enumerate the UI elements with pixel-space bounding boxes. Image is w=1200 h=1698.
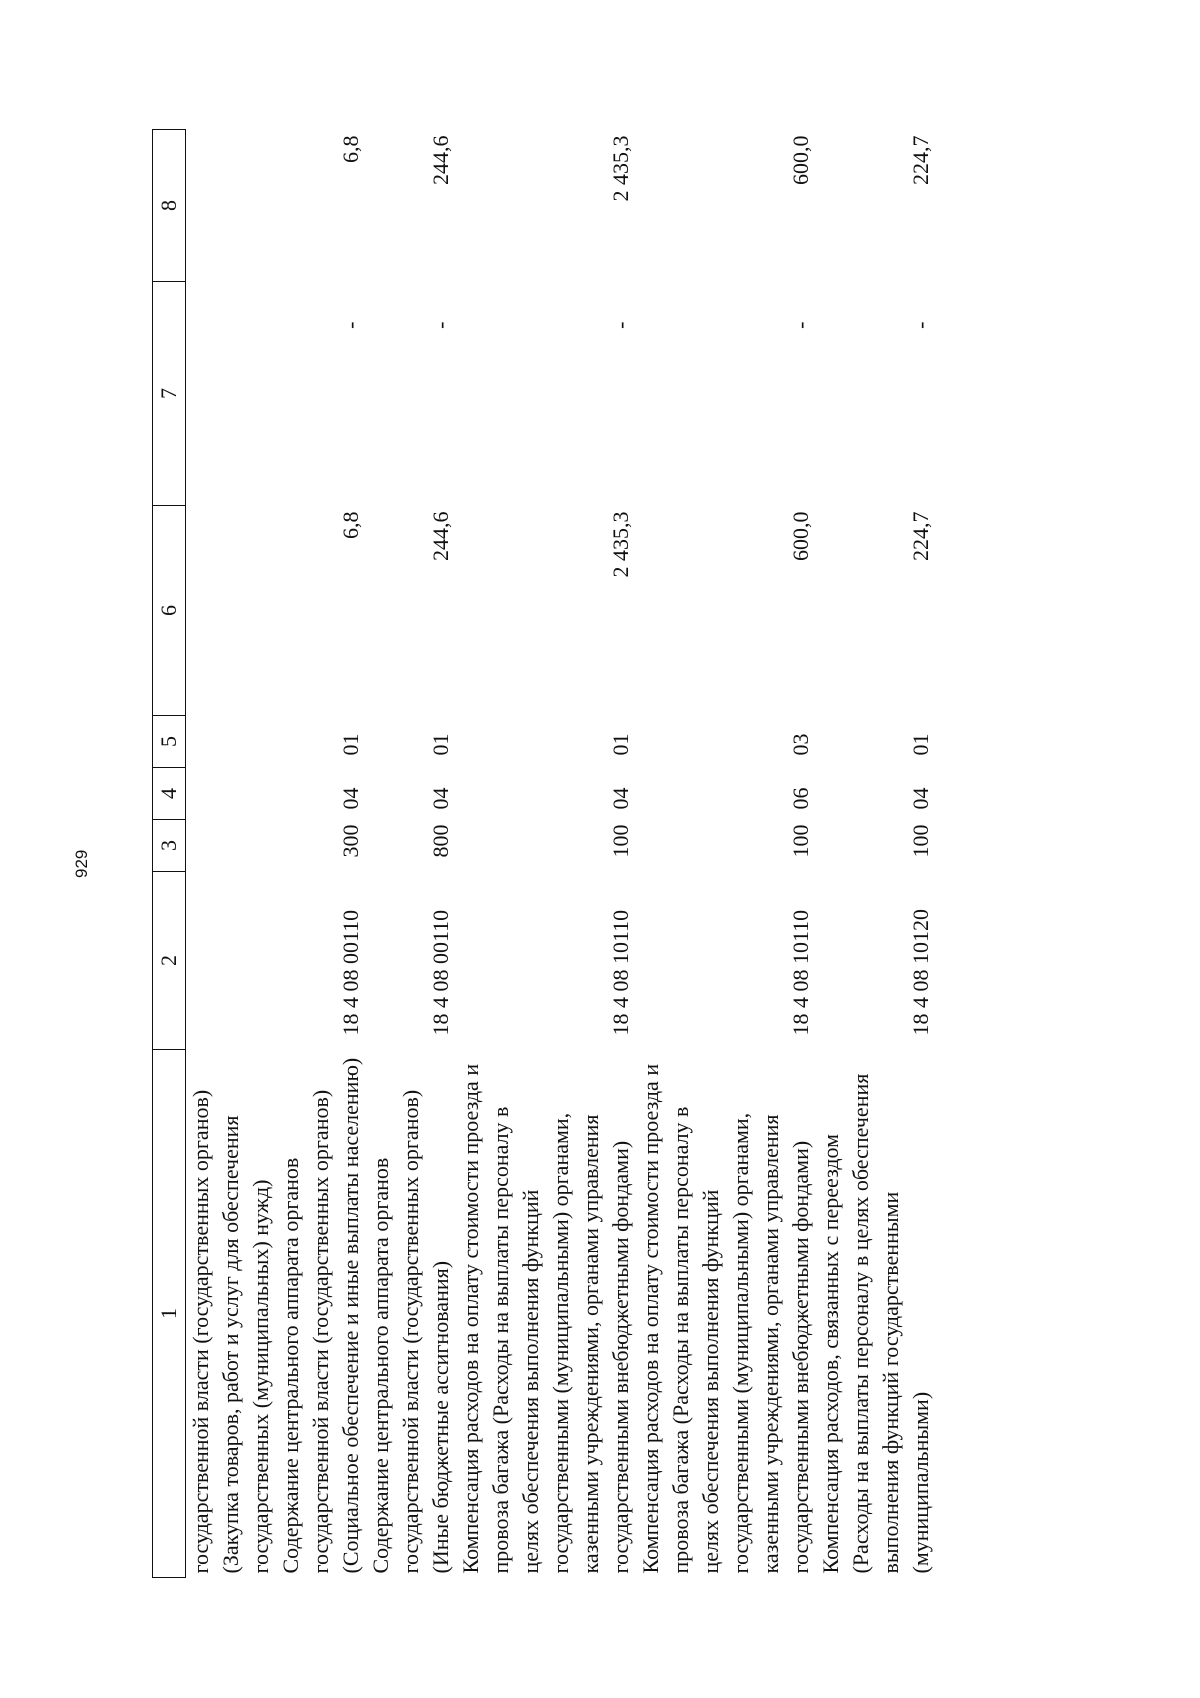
table-row — [456, 130, 636, 1578]
row-col5: 01 — [908, 733, 933, 756]
row-col6: 6,8 — [338, 511, 363, 539]
row-col8 — [186, 130, 277, 282]
table-row — [276, 130, 366, 1578]
row-col8: 6,8 — [338, 135, 363, 163]
table-row — [186, 130, 277, 1578]
col-header-5: 5 — [153, 716, 186, 768]
table-row — [816, 130, 936, 1578]
row-col3 — [186, 820, 277, 872]
row-col6: 600,0 — [788, 511, 813, 561]
row-col3: 300 — [338, 824, 363, 858]
row-name: Содержание центрального аппарата органов государственной власти (государственных органов) (Иные бюджетные ассигнования) — [368, 1089, 453, 1574]
row-col8: 244,6 — [428, 135, 453, 185]
row-name: Содержание центрального аппарата органов государственной власти (государственных органов) (Социальное обеспечение и иные выплаты населению) — [278, 1057, 363, 1574]
row-col4: 04 — [338, 787, 363, 810]
row-col8: 600,0 — [788, 135, 813, 185]
row-col6: 244,6 — [428, 511, 453, 561]
row-col7: - — [428, 321, 453, 329]
row-col5: 01 — [338, 733, 363, 756]
row-col3: 100 — [788, 824, 813, 858]
col-header-3: 3 — [153, 820, 186, 872]
page-number: 929 — [72, 849, 91, 878]
col-header-6: 6 — [153, 506, 186, 716]
row-code: 18 4 08 10110 — [788, 909, 813, 1036]
row-col5: 03 — [788, 733, 813, 756]
row-col4: 04 — [908, 787, 933, 810]
row-col6: 2 435,3 — [608, 511, 633, 578]
row-col4 — [186, 768, 277, 820]
row-col6: 224,7 — [908, 511, 933, 561]
row-col6 — [186, 506, 277, 716]
row-col5: 01 — [428, 733, 453, 756]
row-code: 18 4 08 10120 — [908, 909, 933, 1036]
table-row — [366, 130, 456, 1578]
row-col7: - — [908, 321, 933, 329]
row-col7 — [186, 282, 277, 506]
header-row — [153, 130, 186, 1578]
col-header-4: 4 — [153, 768, 186, 820]
row-col7: - — [788, 321, 813, 329]
row-code: 18 4 08 00110 — [428, 909, 453, 1036]
row-col3: 800 — [428, 824, 453, 858]
col-header-2: 2 — [153, 872, 186, 1050]
row-code — [186, 872, 277, 1050]
row-col5 — [186, 716, 277, 768]
row-name: Компенсация расходов на оплату стоимости проезда и провоза багажа (Расходы на выплаты персоналу в целях обеспечения выполнения функций государственными (муниципальными) органами, казенными учреждениями, органами управления государственными внебюджетными фондами) — [458, 1063, 633, 1574]
table-row — [636, 130, 816, 1578]
row-name: Компенсация расходов, связанных с переездом (Расходы на выплаты персоналу в целях обеспечения выполнения функций государственными (муниципальными) — [818, 1073, 933, 1574]
row-col4: 04 — [608, 787, 633, 810]
row-col8: 2 435,3 — [608, 135, 633, 202]
row-code: 18 4 08 00110 — [338, 909, 363, 1036]
row-col4: 04 — [428, 787, 453, 810]
budget-table — [152, 129, 936, 1578]
col-header-1: 1 — [153, 1050, 186, 1578]
col-header-7: 7 — [153, 282, 186, 506]
row-col8: 224,7 — [908, 135, 933, 185]
row-col4: 06 — [788, 787, 813, 810]
row-code: 18 4 08 10110 — [608, 909, 633, 1036]
row-col3: 100 — [908, 824, 933, 858]
row-col7: - — [338, 321, 363, 329]
row-name: Компенсация расходов на оплату стоимости проезда и провоза багажа (Расходы на выплаты персоналу в целях обеспечения выполнения функций государственными (муниципальными) органами, казенными учреждениями, органами управления государственными внебюджетными фондами) — [638, 1063, 813, 1574]
col-header-8: 8 — [153, 130, 186, 282]
row-col3: 100 — [608, 824, 633, 858]
row-col7: - — [608, 321, 633, 329]
row-name: государственной власти (государственных органов) (Закупка товаров, работ и услуг для обеспечения государственных (муниципальных) нужд) — [188, 1089, 273, 1574]
row-col5: 01 — [608, 733, 633, 756]
